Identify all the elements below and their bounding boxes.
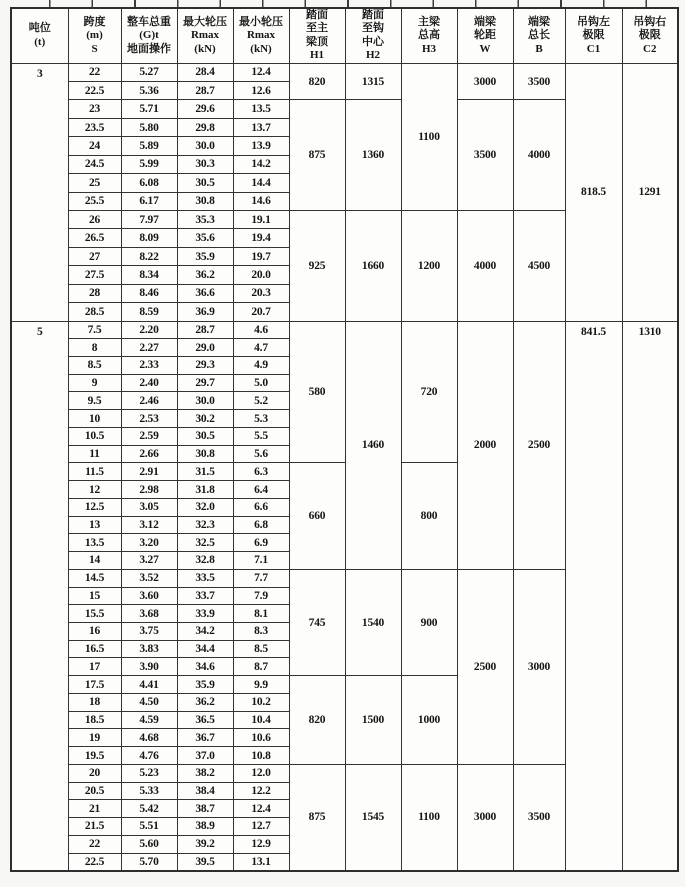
cell-rmin: 14.4 — [233, 174, 289, 192]
cell-rmin: 6.4 — [233, 481, 289, 499]
cell-rmax: 32.8 — [177, 552, 233, 570]
cell-weight: 6.17 — [121, 192, 177, 210]
cell-weight: 4.76 — [121, 747, 177, 765]
cell-h1: 745 — [289, 569, 345, 675]
cell-rmax: 38.4 — [177, 782, 233, 800]
column-header-rmax — [177, 8, 233, 63]
cell-rmin: 14.6 — [233, 192, 289, 210]
header-line: B — [535, 42, 543, 55]
cell-span: 21 — [68, 800, 121, 818]
cell-span: 15.5 — [68, 605, 121, 623]
cell-rmax: 29.0 — [177, 339, 233, 357]
cell-span: 10.5 — [68, 427, 121, 445]
cell-weight: 7.97 — [121, 211, 177, 229]
cell-rmin: 10.6 — [233, 729, 289, 747]
cell-rmin: 6.8 — [233, 516, 289, 534]
cell-span: 21.5 — [68, 818, 121, 836]
cell-rmin: 12.9 — [233, 835, 289, 853]
cell-rmax: 28.4 — [177, 63, 233, 81]
cell-weight: 3.90 — [121, 658, 177, 676]
cell-rmin: 12.2 — [233, 782, 289, 800]
cell-rmax: 30.8 — [177, 445, 233, 463]
cell-span: 7.5 — [68, 321, 121, 339]
cell-rmax: 36.2 — [177, 693, 233, 711]
header-line: (t) — [34, 35, 46, 48]
cell-w: 3000 — [457, 764, 513, 870]
cell-rmax: 29.8 — [177, 118, 233, 136]
cell-rmin: 12.4 — [233, 800, 289, 818]
header-line: 吊钩右 — [633, 15, 667, 28]
cell-tonnage: 3 — [11, 63, 68, 321]
cell-span: 8 — [68, 339, 121, 357]
cell-span: 10 — [68, 410, 121, 428]
cell-c2: 1310 — [622, 321, 678, 871]
cell-h1: 820 — [289, 676, 345, 765]
cell-h2: 1500 — [345, 676, 401, 765]
cell-w: 4000 — [457, 211, 513, 322]
cell-h3: 1000 — [401, 676, 457, 765]
header-line: 端梁 — [474, 15, 496, 28]
cell-rmin: 5.2 — [233, 392, 289, 410]
cell-rmax: 29.7 — [177, 374, 233, 392]
cell-span: 9.5 — [68, 392, 121, 410]
header-line: H3 — [421, 42, 437, 55]
cell-weight: 5.27 — [121, 63, 177, 81]
cell-b: 2500 — [513, 321, 565, 569]
header-line: 梁顶 — [306, 35, 328, 48]
cell-h1: 660 — [289, 463, 345, 569]
header-line: 吊钩左 — [577, 15, 610, 28]
cell-h2: 1660 — [345, 211, 401, 322]
cell-rmax: 39.2 — [177, 835, 233, 853]
cell-rmin: 5.6 — [233, 445, 289, 463]
cell-rmin: 13.9 — [233, 137, 289, 155]
cell-rmin: 7.9 — [233, 587, 289, 605]
cell-rmax: 30.5 — [177, 427, 233, 445]
cell-span: 17.5 — [68, 676, 121, 694]
cell-rmin: 20.7 — [233, 303, 289, 321]
cell-rmin: 20.0 — [233, 266, 289, 284]
header-line: S — [91, 42, 98, 55]
header-line: (m) — [86, 29, 103, 42]
cell-span: 28 — [68, 284, 121, 302]
header-line: C1 — [586, 42, 601, 55]
header-line: 吨位 — [28, 22, 51, 35]
cell-span: 19 — [68, 729, 121, 747]
cell-h3: 720 — [401, 321, 457, 463]
cell-weight: 5.70 — [121, 853, 177, 871]
cell-span: 22 — [68, 63, 121, 81]
cell-rmax: 28.7 — [177, 82, 233, 100]
header-line: 极限 — [582, 29, 605, 42]
cell-rmin: 7.7 — [233, 569, 289, 587]
header-line: H2 — [365, 49, 381, 62]
cell-rmax: 34.4 — [177, 640, 233, 658]
cell-rmin: 5.5 — [233, 427, 289, 445]
table-header — [11, 8, 678, 63]
column-header-h1 — [289, 8, 345, 63]
cell-weight: 5.33 — [121, 782, 177, 800]
cell-h2: 1315 — [345, 63, 401, 100]
cell-weight: 5.71 — [121, 100, 177, 118]
cell-rmin: 8.5 — [233, 640, 289, 658]
cell-rmax: 36.5 — [177, 711, 233, 729]
cell-weight: 3.12 — [121, 516, 177, 534]
cell-span: 14 — [68, 552, 121, 570]
cell-h1: 580 — [289, 321, 345, 463]
cell-rmax: 33.7 — [177, 587, 233, 605]
cell-weight: 2.66 — [121, 445, 177, 463]
cell-span: 12 — [68, 481, 121, 499]
header-line: (G)t — [139, 29, 159, 42]
cell-span: 8.5 — [68, 357, 121, 375]
cell-weight: 6.08 — [121, 174, 177, 192]
cell-weight: 2.40 — [121, 374, 177, 392]
cell-rmin: 13.1 — [233, 853, 289, 871]
cell-rmin: 19.1 — [233, 211, 289, 229]
cell-rmax: 35.9 — [177, 247, 233, 265]
cell-rmax: 34.6 — [177, 658, 233, 676]
cell-rmax: 32.5 — [177, 534, 233, 552]
column-header-h2 — [345, 8, 401, 63]
header-line: 踏面 — [306, 9, 328, 21]
cell-rmin: 8.3 — [233, 623, 289, 641]
cell-weight: 2.46 — [121, 392, 177, 410]
cell-span: 15 — [68, 587, 121, 605]
cell-rmax: 30.0 — [177, 137, 233, 155]
cell-rmin: 4.9 — [233, 357, 289, 375]
header-line: C2 — [643, 42, 657, 55]
cell-rmin: 7.1 — [233, 552, 289, 570]
tonnage-section-5 — [11, 321, 678, 871]
cell-span: 22.5 — [68, 853, 121, 871]
cell-c1: 841.5 — [565, 321, 622, 871]
cell-b: 3000 — [513, 569, 565, 764]
cell-rmin: 6.9 — [233, 534, 289, 552]
cell-span: 26 — [68, 211, 121, 229]
cell-rmax: 38.9 — [177, 818, 233, 836]
cell-rmin: 10.4 — [233, 711, 289, 729]
cell-span: 23.5 — [68, 118, 121, 136]
cell-c1: 818.5 — [565, 63, 622, 321]
cell-weight: 2.59 — [121, 427, 177, 445]
cell-rmax: 31.5 — [177, 463, 233, 481]
cell-rmin: 13.7 — [233, 118, 289, 136]
cell-rmax: 37.0 — [177, 747, 233, 765]
cell-weight: 3.52 — [121, 569, 177, 587]
column-header-c1 — [565, 8, 622, 63]
column-header-weight — [121, 8, 177, 63]
cell-h1: 820 — [289, 63, 345, 100]
cell-span: 12.5 — [68, 498, 121, 516]
cell-weight: 2.53 — [121, 410, 177, 428]
cell-rmax: 28.7 — [177, 321, 233, 339]
cell-rmin: 5.3 — [233, 410, 289, 428]
crane-spec-table — [10, 7, 679, 872]
column-header-span — [68, 8, 121, 63]
cell-weight: 2.91 — [121, 463, 177, 481]
cell-rmax: 30.3 — [177, 155, 233, 173]
cell-rmax: 32.3 — [177, 516, 233, 534]
tonnage-section-3 — [11, 63, 678, 321]
cell-b: 4000 — [513, 100, 565, 211]
cell-c2: 1291 — [622, 63, 678, 321]
cell-span: 25.5 — [68, 192, 121, 210]
header-line: 总高 — [418, 29, 440, 42]
cell-rmin: 19.4 — [233, 229, 289, 247]
header-line: (kN) — [250, 42, 272, 55]
cell-rmax: 31.8 — [177, 481, 233, 499]
cell-span: 14.5 — [68, 569, 121, 587]
cell-weight: 5.80 — [121, 118, 177, 136]
cell-rmin: 19.7 — [233, 247, 289, 265]
cell-rmin: 14.2 — [233, 155, 289, 173]
cell-span: 18 — [68, 693, 121, 711]
cell-rmin: 4.6 — [233, 321, 289, 339]
header-line: 极限 — [638, 29, 661, 42]
cell-rmax: 30.8 — [177, 192, 233, 210]
cell-rmax: 29.6 — [177, 100, 233, 118]
cell-span: 13 — [68, 516, 121, 534]
cell-rmax: 39.5 — [177, 853, 233, 871]
cell-weight: 2.98 — [121, 481, 177, 499]
header-line: 最小轮压 — [239, 15, 283, 28]
cell-rmin: 9.9 — [233, 676, 289, 694]
cell-h3: 1100 — [401, 764, 457, 870]
cell-h3: 900 — [401, 569, 457, 675]
cell-weight: 8.46 — [121, 284, 177, 302]
cell-rmin: 8.1 — [233, 605, 289, 623]
cell-weight: 3.83 — [121, 640, 177, 658]
header-line: Rmax — [190, 29, 220, 42]
cell-rmin: 8.7 — [233, 658, 289, 676]
cell-b: 3500 — [513, 63, 565, 100]
cell-rmin: 4.7 — [233, 339, 289, 357]
cell-weight: 8.09 — [121, 229, 177, 247]
cell-rmax: 34.2 — [177, 623, 233, 641]
cell-span: 28.5 — [68, 303, 121, 321]
header-line: 地面操作 — [127, 42, 171, 55]
cell-rmin: 6.6 — [233, 498, 289, 516]
header-line: 总长 — [528, 29, 550, 42]
column-header-tonnage — [11, 8, 68, 63]
cell-weight: 4.59 — [121, 711, 177, 729]
cell-w: 3500 — [457, 100, 513, 211]
header-line: 跨度 — [83, 15, 106, 28]
cell-rmin: 20.3 — [233, 284, 289, 302]
cell-h3: 1100 — [401, 63, 457, 210]
header-line: 中心 — [362, 35, 384, 48]
cell-rmax: 35.3 — [177, 211, 233, 229]
cell-weight: 2.33 — [121, 357, 177, 375]
header-line: 整车总重 — [127, 15, 171, 28]
cell-w: 2000 — [457, 321, 513, 569]
cell-rmax: 33.5 — [177, 569, 233, 587]
cell-w: 3000 — [457, 63, 513, 100]
header-line: 踏面 — [362, 9, 384, 21]
column-header-rmin — [233, 8, 289, 63]
cell-weight: 3.27 — [121, 552, 177, 570]
cell-span: 22.5 — [68, 82, 121, 100]
cell-weight: 4.41 — [121, 676, 177, 694]
cell-span: 20.5 — [68, 782, 121, 800]
cell-span: 16 — [68, 623, 121, 641]
cell-weight: 5.51 — [121, 818, 177, 836]
header-line: 轮距 — [474, 29, 496, 42]
column-header-h3 — [401, 8, 457, 63]
cell-span: 27 — [68, 247, 121, 265]
cell-rmin: 5.0 — [233, 374, 289, 392]
cell-rmin: 10.8 — [233, 747, 289, 765]
header-line: W — [479, 42, 491, 55]
header-line: 至主 — [306, 22, 328, 35]
cell-weight: 3.20 — [121, 534, 177, 552]
header-line: (kN) — [194, 42, 216, 55]
cell-weight: 3.68 — [121, 605, 177, 623]
cell-tonnage: 5 — [11, 321, 68, 871]
cell-weight: 2.27 — [121, 339, 177, 357]
cell-weight: 3.75 — [121, 623, 177, 641]
cell-b: 4500 — [513, 211, 565, 322]
column-header-b — [513, 8, 565, 63]
cell-h1: 925 — [289, 211, 345, 322]
cell-rmax: 38.2 — [177, 764, 233, 782]
cell-span: 24 — [68, 137, 121, 155]
header-line: 最大轮压 — [183, 15, 227, 28]
cell-span: 27.5 — [68, 266, 121, 284]
cell-h2: 1545 — [345, 764, 401, 870]
cell-weight: 8.34 — [121, 266, 177, 284]
header-line: Rmax — [246, 29, 276, 42]
cell-h1: 875 — [289, 100, 345, 211]
cell-rmax: 33.9 — [177, 605, 233, 623]
cell-span: 9 — [68, 374, 121, 392]
cell-span: 16.5 — [68, 640, 121, 658]
cell-span: 13.5 — [68, 534, 121, 552]
cell-h2: 1360 — [345, 100, 401, 211]
cell-span: 18.5 — [68, 711, 121, 729]
table-row — [11, 63, 678, 81]
cell-span: 25 — [68, 174, 121, 192]
cell-rmin: 12.6 — [233, 82, 289, 100]
cell-weight: 5.60 — [121, 835, 177, 853]
cell-span: 11 — [68, 445, 121, 463]
cell-rmax: 32.0 — [177, 498, 233, 516]
cell-h3: 1200 — [401, 211, 457, 322]
cell-weight: 5.42 — [121, 800, 177, 818]
cell-weight: 5.36 — [121, 82, 177, 100]
cell-weight: 4.50 — [121, 693, 177, 711]
header-line: 端梁 — [528, 15, 550, 28]
cell-weight: 5.89 — [121, 137, 177, 155]
cell-rmin: 13.5 — [233, 100, 289, 118]
cell-b: 3500 — [513, 764, 565, 870]
cell-span: 11.5 — [68, 463, 121, 481]
cell-span: 22 — [68, 835, 121, 853]
header-line: 主梁 — [418, 15, 440, 28]
cell-weight: 3.60 — [121, 587, 177, 605]
cell-rmin: 12.4 — [233, 63, 289, 81]
cell-h2: 1540 — [345, 569, 401, 675]
cell-span: 19.5 — [68, 747, 121, 765]
cell-weight: 2.20 — [121, 321, 177, 339]
column-header-c2 — [622, 8, 678, 63]
cell-h1: 875 — [289, 764, 345, 870]
table-row — [11, 321, 678, 339]
cell-rmin: 12.0 — [233, 764, 289, 782]
cell-weight: 5.23 — [121, 764, 177, 782]
cell-span: 20 — [68, 764, 121, 782]
column-header-w — [457, 8, 513, 63]
cell-rmax: 30.0 — [177, 392, 233, 410]
cell-rmax: 35.9 — [177, 676, 233, 694]
cell-weight: 8.22 — [121, 247, 177, 265]
header-line: H1 — [309, 49, 325, 62]
cell-rmin: 6.3 — [233, 463, 289, 481]
cell-rmax: 36.2 — [177, 266, 233, 284]
cell-rmax: 29.3 — [177, 357, 233, 375]
cell-span: 26.5 — [68, 229, 121, 247]
cell-weight: 4.68 — [121, 729, 177, 747]
cell-span: 24.5 — [68, 155, 121, 173]
cell-w: 2500 — [457, 569, 513, 764]
cell-rmax: 30.5 — [177, 174, 233, 192]
cell-weight: 5.99 — [121, 155, 177, 173]
header-line: 至钩 — [362, 22, 384, 35]
cell-span: 23 — [68, 100, 121, 118]
header-row — [11, 8, 678, 63]
cell-h3: 800 — [401, 463, 457, 569]
cell-weight: 3.05 — [121, 498, 177, 516]
cell-rmax: 35.6 — [177, 229, 233, 247]
cell-span: 17 — [68, 658, 121, 676]
cell-rmin: 10.2 — [233, 693, 289, 711]
cell-rmax: 30.2 — [177, 410, 233, 428]
cell-rmax: 38.7 — [177, 800, 233, 818]
cell-rmax: 36.7 — [177, 729, 233, 747]
cell-weight: 8.59 — [121, 303, 177, 321]
cell-h2: 1460 — [345, 321, 401, 569]
cell-rmin: 12.7 — [233, 818, 289, 836]
cell-rmax: 36.9 — [177, 303, 233, 321]
cell-rmax: 36.6 — [177, 284, 233, 302]
